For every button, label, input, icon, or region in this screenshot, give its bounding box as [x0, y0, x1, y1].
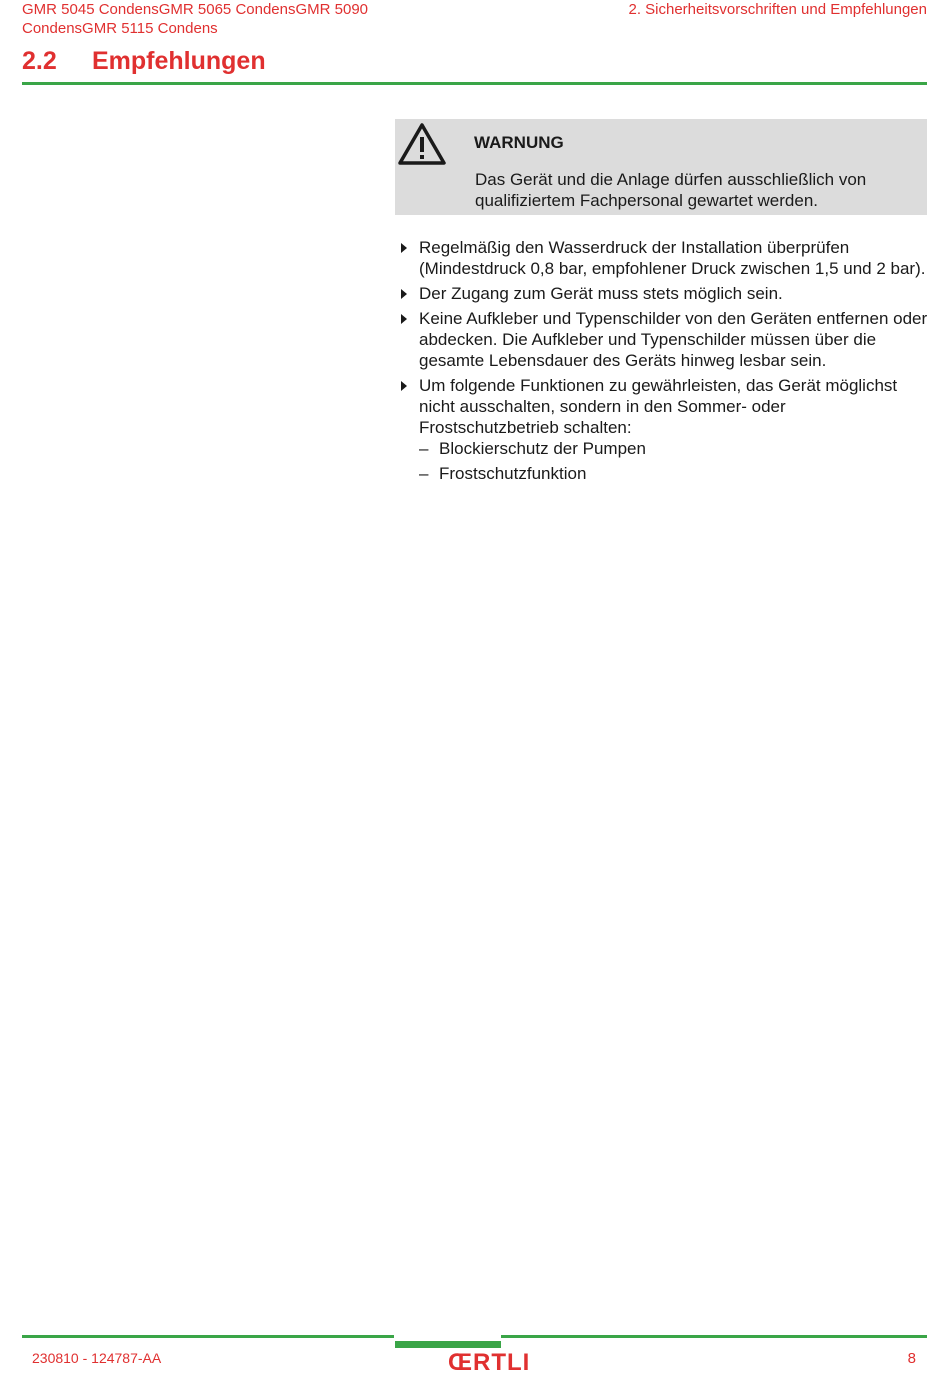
list-item: [398, 308, 928, 371]
list-item-text: Regelmäßig den Wasserdruck der Installation überprüfen (Mindestdruck 0,8 bar, empfohlener Druck zwischen 1,5 und 2 bar).: [419, 238, 926, 278]
bullet-arrow-icon: [401, 289, 407, 299]
document-reference: 230810 - 124787-AA: [32, 1350, 162, 1366]
dash-marker: –: [419, 464, 429, 483]
bullet-arrow-icon: [401, 381, 407, 391]
footer-divider-right: [501, 1335, 927, 1338]
sub-list-item: [419, 463, 928, 484]
section-title: Empfehlungen: [92, 47, 266, 75]
dash-marker: –: [419, 439, 429, 458]
warning-box: [395, 119, 927, 215]
list-item: [398, 283, 928, 304]
brand-logo: ŒRTLI: [448, 1349, 531, 1376]
document-title: GMR 5045 CondensGMR 5065 CondensGMR 5090 CondensGMR 5115 Condens: [22, 1, 369, 37]
sub-list-item-text: Frostschutzfunktion: [439, 464, 587, 483]
list-item-text: Der Zugang zum Gerät muss stets möglich sein.: [419, 284, 783, 303]
warning-title: WARNUNG: [474, 133, 564, 152]
list-item: [398, 237, 928, 279]
page-number: 8: [907, 1350, 916, 1367]
bullet-arrow-icon: [401, 243, 407, 253]
warning-text: Das Gerät und die Anlage dürfen ausschließlich von qualifiziertem Fachpersonal gewartet werden.: [475, 170, 867, 210]
list-item-text: Keine Aufkleber und Typenschilder von den Geräten entfernen oder abdecken. Die Aufkleber und Typenschilder müssen über die gesamte Lebensdauer des Geräts hinweg lesbar sein.: [419, 309, 928, 370]
section-heading: [22, 46, 266, 76]
bullet-arrow-icon: [401, 314, 407, 324]
chapter-title: 2. Sicherheitsvorschriften und Empfehlungen: [628, 1, 927, 18]
warning-triangle-icon: [397, 122, 447, 166]
list-item: [398, 375, 928, 484]
logo-bar: [395, 1341, 501, 1348]
section-divider: [22, 82, 927, 85]
list-item-text: Um folgende Funktionen zu gewährleisten, das Gerät möglichst nicht ausschalten, sondern in den Sommer- oder Frostschutzbetrieb schalten:: [419, 376, 898, 437]
footer-divider-left: [22, 1335, 394, 1338]
recommendation-list: [398, 237, 928, 488]
sub-list-item: [419, 438, 928, 459]
sub-list-item-text: Blockierschutz der Pumpen: [439, 439, 646, 458]
section-number: 2.2: [22, 47, 57, 75]
